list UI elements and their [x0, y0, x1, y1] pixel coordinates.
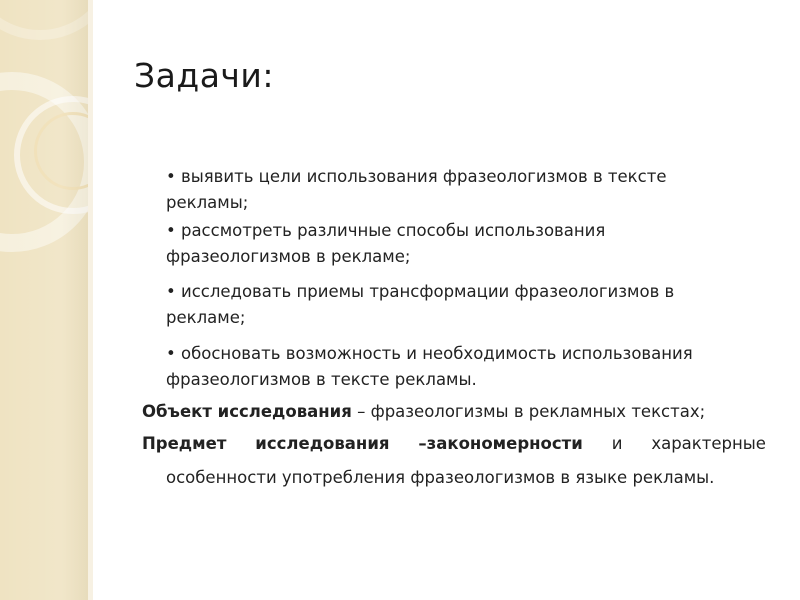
bullet-line: • исследовать приемы трансформации фразеологизмов в	[166, 282, 675, 301]
bullet-line: фразеологизмов в рекламе;	[166, 247, 411, 266]
slide-title: Задачи:	[134, 56, 274, 95]
bullet-line: рекламе;	[166, 308, 246, 327]
subject-word	[418, 433, 582, 455]
subject-word: и	[611, 434, 623, 453]
object-text: – фразеологизмы в рекламных текстах;	[351, 402, 706, 421]
bullet-line: фразеологизмов в тексте рекламы.	[166, 370, 477, 389]
bullet-line: • выявить цели использования фразеологизмов в тексте	[166, 167, 667, 186]
subject-of-research	[142, 433, 766, 455]
object-label: Объект исследования	[142, 402, 352, 421]
bullet-line: • обосновать возможность и необходимость использования	[166, 344, 693, 363]
subject-word: характерные	[651, 434, 766, 453]
subject-dash-word: –закономерности	[418, 434, 583, 453]
bullet-line: • рассмотреть различные способы использования	[166, 221, 606, 240]
object-of-research	[142, 401, 705, 423]
subject-continuation: особенности употребления фразеологизмов в языке рекламы.	[166, 468, 715, 487]
bullet-line: рекламы;	[166, 193, 249, 212]
subject-word: исследования	[255, 434, 390, 453]
subject-word: Предмет	[142, 434, 227, 453]
